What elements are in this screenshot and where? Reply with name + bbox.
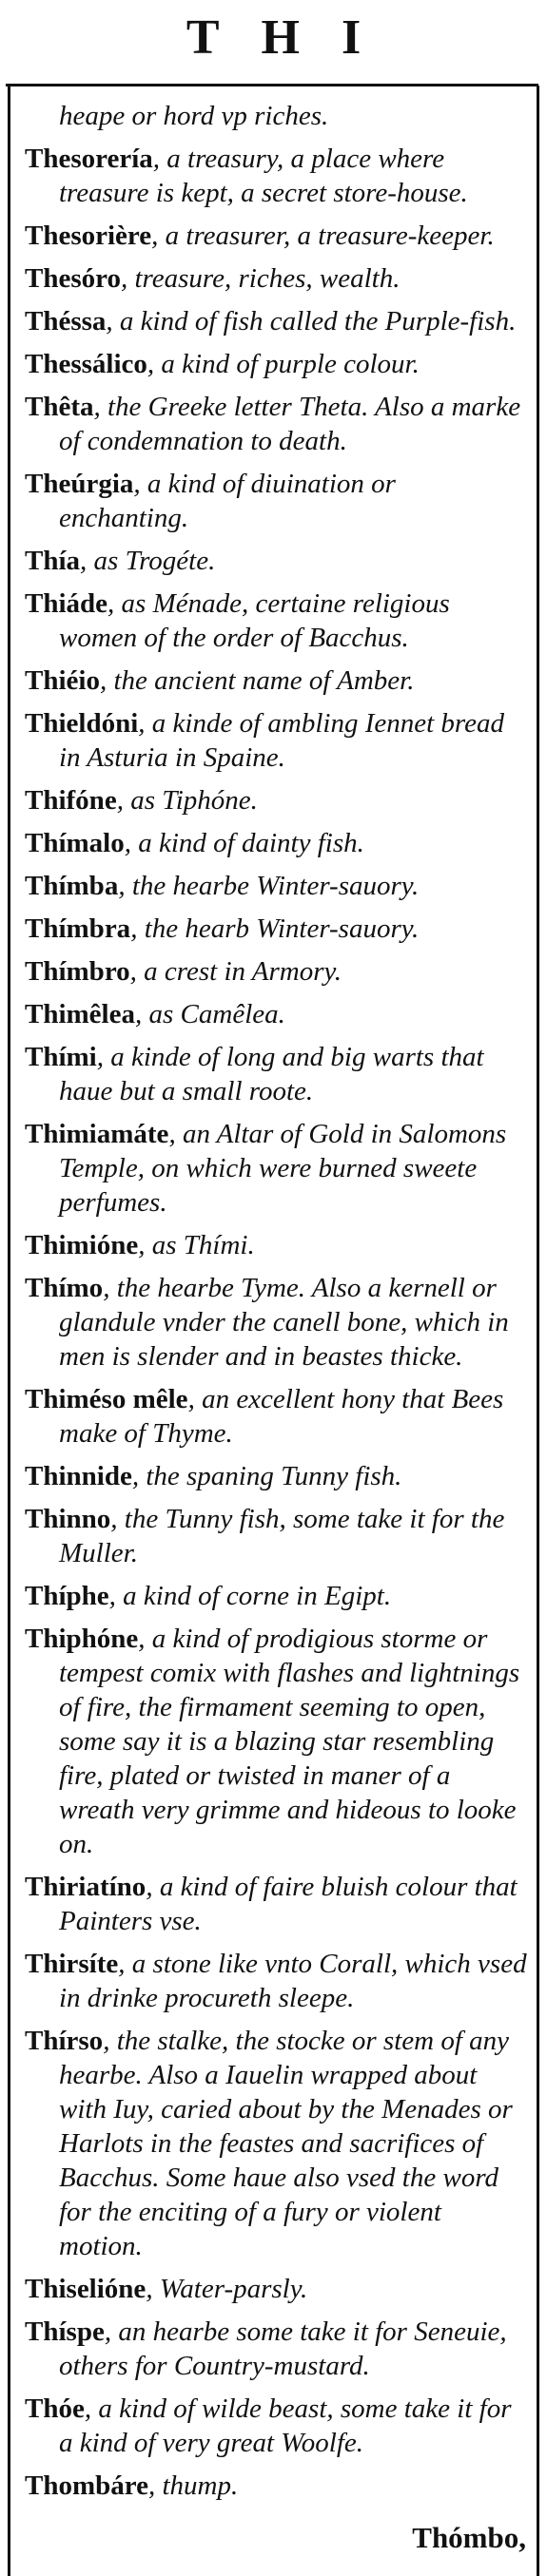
- dictionary-entry: [25, 544, 529, 578]
- entry-headword: Thiriatíno: [25, 1872, 147, 1902]
- entry-headword: Thírso: [25, 2026, 104, 2056]
- dictionary-entry: [25, 1117, 529, 1220]
- entry-definition: , a treasury, a place where treasure is kept, a secret store-house.: [59, 144, 468, 208]
- entry-headword: Thesorière: [25, 221, 152, 251]
- dictionary-entry: [25, 1622, 529, 1861]
- entry-headword: Theúrgia: [25, 469, 134, 499]
- dictionary-entry: [25, 1040, 529, 1108]
- dictionary-entry: [25, 142, 529, 210]
- dictionary-entry: [25, 1870, 529, 1938]
- entry-headword: Thíphe: [25, 1581, 109, 1611]
- entry-definition: , a kind of diuination or enchanting.: [59, 469, 396, 533]
- dictionary-entry: [25, 261, 529, 296]
- entry-definition: , the hearbe Winter-sauory.: [118, 871, 420, 901]
- entry-headword: Thóe: [25, 2393, 85, 2424]
- entry-headword: Thombáre: [25, 2470, 148, 2501]
- entry-definition: , a kind of dainty fish.: [124, 828, 364, 858]
- dictionary-entry: [25, 2272, 529, 2306]
- entry-definition: , treasure, riches, wealth.: [120, 263, 400, 294]
- entry-headword: Thirsíte: [25, 1949, 119, 1979]
- dictionary-entry: [25, 997, 529, 1031]
- entry-definition: , as Tiphóne.: [116, 785, 258, 816]
- entry-definition: , the spaning Tunny fish.: [131, 1461, 402, 1491]
- entry-definition: , the stalke, the stocke or stem of any hearbe. Also a Iauelin wrapped about with Iuy, caried about by the Menades or Harlots in the feastes and sacrifices of Bacchus. Some haue also vsed the word for the enciting of a fury or violent motion.: [59, 2026, 513, 2261]
- entry-definition: , the ancient name of Amber.: [99, 665, 415, 696]
- entry-definition: , an Altar of Gold in Salomons Temple, on which were burned sweete perfumes.: [59, 1119, 507, 1218]
- dictionary-entry: [25, 467, 529, 535]
- dictionary-entry: [25, 1382, 529, 1451]
- entry-definition: , thump.: [147, 2470, 239, 2501]
- entry-list: [25, 99, 529, 2511]
- dictionary-entry: [25, 826, 529, 860]
- entry-definition: , a kind of corne in Egipt.: [108, 1581, 392, 1611]
- dictionary-entry: [25, 1459, 529, 1493]
- dictionary-entry: [25, 219, 529, 253]
- dictionary-entry: [25, 2469, 529, 2503]
- dictionary-entry: [25, 586, 529, 655]
- entry-headword: Thimêlea: [25, 999, 135, 1029]
- entry-headword: Thimiamáte: [25, 1119, 169, 1149]
- dictionary-entry: [25, 869, 529, 903]
- dictionary-entry: [25, 1947, 529, 2015]
- entry-definition: , a kind of purple colour.: [147, 349, 420, 379]
- entry-definition: , as Trogéte.: [80, 546, 216, 576]
- dictionary-entry: [25, 1579, 529, 1613]
- entry-headword: Thímo: [25, 1273, 104, 1303]
- entry-headword: Thiéio: [25, 665, 100, 696]
- entry-headword: Thifóne: [25, 785, 117, 816]
- entry-definition: , a kind of fish called the Purple-fish.: [106, 306, 517, 336]
- dictionary-entry: [25, 706, 529, 775]
- entry-definition: , the Tunny fish, some take it for the Muller.: [59, 1504, 505, 1568]
- dictionary-entry: [25, 1228, 529, 1262]
- dictionary-entry: [25, 2392, 529, 2460]
- entry-headword: Thesóro: [25, 263, 121, 294]
- entry-definition: , the hearb Winter-sauory.: [130, 913, 420, 944]
- entry-definition: , a kind of faire bluish colour that Painters vse.: [59, 1872, 518, 1936]
- dictionary-entry: [25, 663, 529, 698]
- catchword: Thómbo,: [412, 2521, 526, 2554]
- entry-headword: Thímbro: [25, 956, 130, 987]
- dictionary-entry: [25, 1502, 529, 1570]
- dictionary-entry: [25, 912, 529, 946]
- entry-definition: , the Greeke letter Theta. Also a marke of condemnation to death.: [59, 392, 521, 456]
- page-header-word: THI: [186, 10, 403, 65]
- dictionary-entry: [25, 1271, 529, 1374]
- entry-headword: Thessálico: [25, 349, 147, 379]
- entry-headword: Théssa: [25, 306, 107, 336]
- entry-definition: , an excellent hony that Bees make of Thyme.: [59, 1384, 504, 1449]
- entry-headword: Thesorería: [25, 144, 153, 174]
- entry-headword: Thími: [25, 1042, 97, 1072]
- entry-headword: Thiáde: [25, 588, 108, 619]
- entry-definition: , a kind of wilde beast, some take it for a kind of very great Woolfe.: [59, 2393, 512, 2458]
- entry-headword: Thimióne: [25, 1230, 139, 1260]
- right-frame-rule: [537, 86, 539, 2576]
- entry-definition: , as Camêlea.: [135, 999, 285, 1029]
- dictionary-entry: [25, 304, 529, 338]
- dictionary-entry: [25, 2315, 529, 2383]
- dictionary-entry: [25, 99, 529, 133]
- entry-headword: Thía: [25, 546, 81, 576]
- entry-headword: Thinno: [25, 1504, 111, 1534]
- entry-headword: Thieldóni: [25, 708, 139, 739]
- entry-definition: , Water-parsly.: [146, 2274, 308, 2304]
- left-frame-rule: [8, 86, 10, 2576]
- entry-definition: , as Thími.: [138, 1230, 255, 1260]
- header-rule: [6, 84, 538, 87]
- entry-headword: Thiphóne: [25, 1624, 139, 1654]
- entry-definition: , as Ménade, certaine religious women of the order of Bacchus.: [59, 588, 450, 653]
- entry-headword: Thiselióne: [25, 2274, 147, 2304]
- dictionary-entry: [25, 783, 529, 817]
- entry-headword: Thíspe: [25, 2316, 105, 2347]
- entry-definition: heape or hord vp riches.: [59, 101, 329, 131]
- entry-definition: , an hearbe some take it for Seneuie, others for Country-mustard.: [59, 2316, 507, 2381]
- dictionary-entry: [25, 390, 529, 458]
- entry-headword: Thímalo: [25, 828, 125, 858]
- entry-headword: Thinnide: [25, 1461, 132, 1491]
- entry-definition: , a crest in Armory.: [129, 956, 342, 987]
- entry-definition: , a kinde of long and big warts that haue but a small roote.: [59, 1042, 484, 1106]
- entry-definition: , a kind of prodigious storme or tempest comix with flashes and lightnings of fire, the firmament seeming to open, some say it is a blazing star resembling fire, plated or twisted in maner of a wreath very grimme and hideous to looke on.: [59, 1624, 520, 1859]
- dictionary-entry: [25, 347, 529, 381]
- entry-headword: Thímbra: [25, 913, 131, 944]
- entry-headword: Thímba: [25, 871, 119, 901]
- dictionary-entry: [25, 954, 529, 989]
- entry-definition: , the hearbe Tyme. Also a kernell or glandule vnder the canell bone, which in men is slender and in beastes thicke.: [59, 1273, 509, 1372]
- entry-headword: Thiméso mêle: [25, 1384, 188, 1414]
- dictionary-entry: [25, 2024, 529, 2263]
- entry-definition: , a kinde of ambling Iennet bread in Asturia in Spaine.: [59, 708, 504, 773]
- entry-headword: Thêta: [25, 392, 94, 422]
- entry-definition: , a treasurer, a treasure-keeper.: [151, 221, 495, 251]
- entry-definition: , a stone like vnto Corall, which vsed in drinke procureth sleepe.: [59, 1949, 527, 2013]
